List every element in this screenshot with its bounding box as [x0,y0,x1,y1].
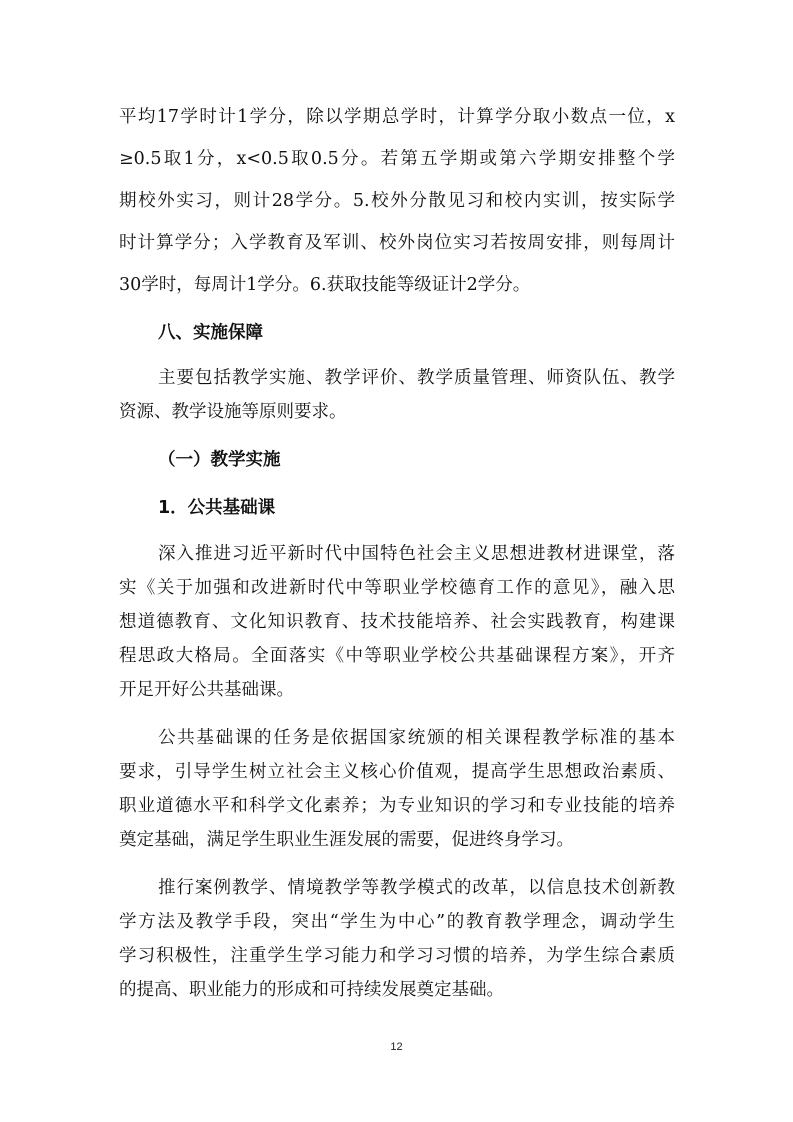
paragraph3-line-4: 的提高、职业能力的形成和可持续发展奠定基础。 [119,980,504,1000]
paragraph2-line-2: 要求，引导学生树立社会主义核心价值观，提高学生思想政治素质、 [119,762,675,782]
paragraph2-line-4: 奠定基础，满足学生职业生涯发展的需要，促进终身学习。 [119,830,574,850]
paragraph1-line-4: 程思政大格局。全面落实《中等职业学校公共基础课程方案》，开齐 [119,646,675,666]
paragraph1-line-2: 实《关于加强和改进新时代中等职业学校德育工作的意见》，融入思 [119,578,675,598]
item-heading: 1．公共基础课 [158,498,276,518]
paragraph1-line-5: 开足开好公共基础课。 [119,680,294,700]
subsection-heading: （一）教学实施 [158,450,281,470]
continuation-line-5: 30学时，每周计1学分。6.获取技能等级证计2学分。 [119,275,531,295]
paragraph1-line-1: 深入推进习近平新时代中国特色社会主义思想进教材进课堂，落 [158,544,675,564]
section-intro-line-2: 资源、教学设施等原则要求。 [119,402,347,422]
paragraph2-line-3: 职业道德水平和科学文化素养；为专业知识的学习和专业技能的培养 [119,796,675,816]
section-heading: 八、实施保障 [158,323,263,343]
continuation-line-2: ≥0.5取1分，x<0.5取0.5分。若第五学期或第六学期安排整个学 [119,149,675,169]
continuation-line-4: 时计算学分；入学教育及军训、校外岗位实习若按周安排，则每周计 [119,233,675,253]
paragraph1-line-3: 想道德教育、文化知识教育、技术技能培养、社会实践教育，构建课 [119,612,675,632]
continuation-line-1: 平均17学时计1学分，除以学期总学时，计算学分取小数点一位，x [119,107,675,127]
paragraph3-line-3: 学习积极性，注重学生学习能力和学习习惯的培养，为学生综合素质 [119,946,675,966]
page-number: 12 [390,1041,403,1053]
paragraph3-line-2: 学方法及教学手段，突出“学生为中心”的教育教学理念，调动学生 [119,912,675,932]
section-intro-line-1: 主要包括教学实施、教学评价、教学质量管理、师资队伍、教学 [158,368,675,388]
paragraph2-line-1: 公共基础课的任务是依据国家统颁的相关课程教学标准的基本 [158,728,675,748]
paragraph3-line-1: 推行案例教学、情境教学等教学模式的改革，以信息技术创新教 [158,878,675,898]
continuation-line-3: 期校外实习，则计28学分。5.校外分散见习和校内实训，按实际学 [119,191,675,211]
